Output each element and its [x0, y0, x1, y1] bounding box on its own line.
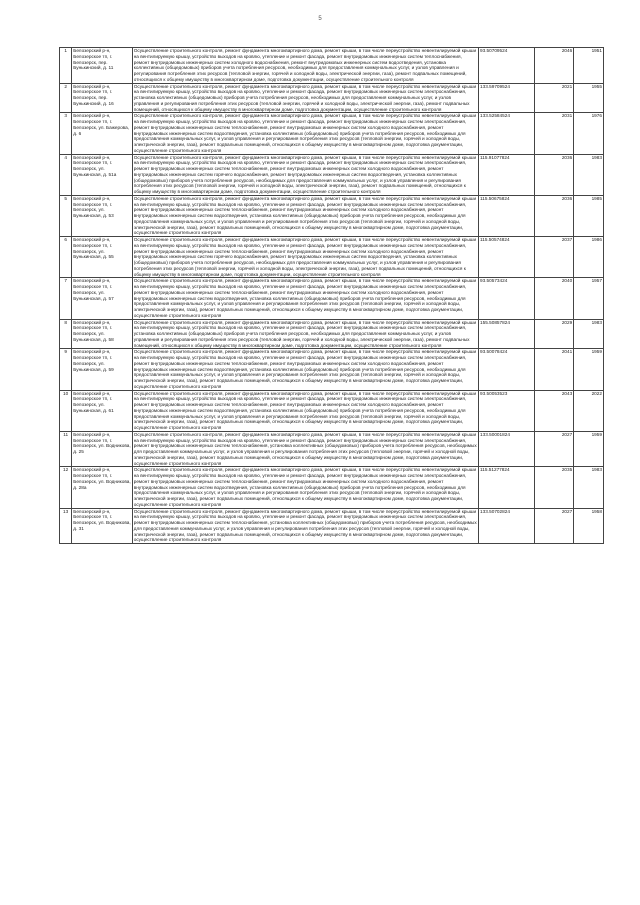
work-description-cell: Осуществление строительного контроля, ремонт фундамента многоквартирного дома, ремонт крыши, в том числе переустройство невентилируемой крыши на вентилируемую крышу, устройство выходов на кровлю, утепление и ремонт фасада, ремонт внутридомовых инженерных систем электроснабжения, ремонт внутридомовых инженерных систем теплоснабжения, ремонт внутридомовых инженерных систем холодного водоснабжения, ремонт внутридомовых инженерных систем водоотведения, установка коллективных (общедомовых) приборов учета потребления ресурсов, необходимых для предоставления коммунальных услуг, и узлов управления и регулирования потребления этих ресурсов (тепловой энергии, горячей и холодной воды, электрической энергии, газа), ремонт подвальных помещений, относящихся к общему имуществу в многоквартирном доме, подготовка документации, осуществление строительного контроля — [132, 195, 478, 236]
construction-year-cell: 1959 — [574, 349, 604, 390]
address-cell: Белозерский р-н, Белозерское тп, г. Белозерск, ул. Бунькинская, д. 55 — [72, 237, 132, 278]
row-number-cell: 10 — [60, 390, 72, 431]
work-description-cell: Осуществление строительного контроля, ремонт фундамента многоквартирного дома, ремонт крыши, в том числе переустройство невентилируемой крыши на вентилируемую крышу, устройство выходов на кровлю, утепление и ремонт фасада, ремонт внутридомовых инженерных систем электроснабжения, ремонт внутридомовых инженерных систем теплоснабжения, установка коллективных (общедомовых) приборов учета потребления ресурсов, необходимых для предоставления коммунальных услуг, и узлов управления и регулирования потребления этих ресурсов (тепловой энергии, горячей и холодной воды, электрической энергии, газа), ремонт подвальных помещений, относящихся к общему имуществу в многоквартирном доме, подготовка документации, осуществление строительного контроля — [133, 431, 477, 466]
cost-cell: 115.91077824 — [478, 154, 534, 195]
cost-cell: 133.50001824 — [478, 431, 534, 467]
repair-program-table — [59, 47, 604, 544]
table-row — [60, 319, 604, 349]
address-cell: Белозерский р-н, Белозерское тп, г. Белозерск, ул. Бунькинская, д. 58 — [72, 319, 132, 349]
row-number-cell: 1 — [60, 48, 72, 84]
planned-year-cell: 2027 — [535, 431, 574, 467]
planned-year-cell: 2043 — [535, 390, 574, 431]
address-cell: Белозерский р-н, Белозерское тп, г. Белозерск, ул. Водникова, д. 25 — [72, 431, 132, 467]
address-cell: Белозерский р-н, Белозерское тп, г. Белозерск, ул. Бунькинская, д. 61 — [72, 390, 132, 431]
row-number-cell: 7 — [60, 278, 72, 319]
work-description-cell: Осуществление строительного контроля, ремонт фундамента многоквартирного дома, ремонт крыши, в том числе переустройство невентилируемой крыши на вентилируемую крышу, устройство выходов на кровлю, утепление и ремонт фасада, ремонт внутридомовых инженерных систем теплоснабжения, ремонт внутридомовых инженерных систем холодного водоснабжения, ремонт внутридомовых инженерных систем водоотведения, установка коллективных (общедомовых) приборов учета потребления ресурсов, необходимых для предоставления коммунальных услуг, и узлов управления и регулирования потребления этих ресурсов (тепловой энергии, горячей и холодной воды, электрической энергии, газа), ремонт подвальных помещений, относящихся к общему имуществу в многоквартирном доме, подготовка документации, осуществление строительного контроля — [132, 48, 478, 84]
planned-year-cell: 2027 — [535, 508, 574, 544]
cost-cell: 133.52584524 — [478, 113, 534, 154]
row-number-cell: 6 — [60, 237, 72, 278]
cost-cell: 115.50574824 — [478, 237, 534, 278]
planned-year-cell: 2031 — [535, 113, 574, 154]
row-number-cell: 12 — [60, 467, 72, 508]
row-number-cell: 13 — [60, 508, 72, 544]
work-description-cell: Осуществление строительного контроля, ремонт фундамента многоквартирного дома, ремонт крыши, в том числе переустройство невентилируемой крыши на вентилируемую крышу, устройство выходов на кровлю, утепление и ремонт фасада, ремонт внутридомовых инженерных систем электроснабжения, установка коллективных (общедомовых) приборов учета потребления ресурсов, необходимых для предоставления коммунальных услуг, и узлов управления и регулирования потребления этих ресурсов (тепловой энергии, горячей и холодной воды, электрической энергии, газа), ремонт подвальных помещений, относящихся к общему имуществу в многоквартирном доме, подготовка документации, осуществление строительного контроля — [132, 319, 478, 349]
address-cell: Белозерский р-н, Белозерское тп, г. Белозерск, пер. Бунькинский, д. 11 — [72, 48, 132, 84]
work-description-cell: Осуществление строительного контроля, ремонт фундамента многоквартирного дома, ремонт крыши, в том числе переустройство невентилируемой крыши на вентилируемую крышу, устройство выходов на кровлю, утепление и ремонт фасада, ремонт внутридомовых инженерных систем электроснабжения, ремонт внутридомовых инженерных систем теплоснабжения, ремонт внутридомовых инженерных систем холодного водоснабжения, ремонт внутридомовых инженерных систем горячего водоснабжения, ремонт внутридомовых инженерных систем водоотведения, установка коллективных (общедомовых) приборов учета потребления ресурсов, необходимых для предоставления коммунальных услуг, и узлов управления и регулирования потребления этих ресурсов (тепловой энергии, горячей и холодной воды, электрической энергии, газа), ремонт подвальных помещений, относящихся к общему имуществу в многоквартирном доме, подготовка документации, осуществление строительного контроля — [132, 154, 478, 195]
row-number-cell: 3 — [60, 113, 72, 154]
address-cell: Белозерский р-н, Белозерское тп, г. Белозерск, ул. Водникова, д. 31 — [72, 508, 132, 544]
address-cell: Белозерский р-н, Белозерское тп, г. Белозерск, ул. Бажерова, д. 6 — [72, 113, 132, 154]
table-row — [60, 390, 604, 431]
planned-year-cell: 2021 — [535, 83, 574, 113]
work-description-cell: Осуществление строительного контроля, ремонт фундамента многоквартирного дома, ремонт крыши, в том числе переустройство невентилируемой крыши на вентилируемую крышу, устройство выходов на кровлю, утепление и ремонт фасада, ремонт внутридомовых инженерных систем электроснабжения, установка коллективных (общедомовых) приборов учета потребления ресурсов, необходимых для предоставления коммунальных услуг, и узлов управления и регулирования потребления этих ресурсов (тепловой энергии, горячей и холодной воды, электрической энергии, газа), ремонт подвальных помещений, относящихся к общему имуществу в многоквартирном доме, подготовка документации, осуществление строительного контроля — [132, 83, 478, 113]
planned-year-cell: 2037 — [535, 237, 574, 278]
planned-year-cell: 2036 — [535, 195, 574, 236]
construction-year-cell: 1958 — [574, 508, 604, 544]
construction-year-cell: 1985 — [574, 195, 604, 236]
cost-cell: 115.51277824 — [478, 467, 534, 508]
page-number: 5 — [318, 16, 322, 22]
work-description-cell: Осуществление строительного контроля, ремонт фундамента многоквартирного дома, ремонт крыши, в том числе переустройство невентилируемой крыши на вентилируемую крышу, устройство выходов на кровлю, утепление и ремонт фасада, ремонт внутридомовых инженерных систем электроснабжения, ремонт внутридомовых инженерных систем теплоснабжения, ремонт внутридомовых инженерных систем холодного водоснабжения, ремонт внутридомовых инженерных систем водоотведения, установка коллективных (общедомовых) приборов учета потребления ресурсов, необходимых для предоставления коммунальных услуг, и узлов управления и регулирования потребления этих ресурсов (тепловой энергии, горячей и холодной воды, электрической энергии, газа), ремонт подвальных помещений, относящихся к общему имуществу в многоквартирном доме, подготовка документации, осуществление строительного контроля — [132, 113, 478, 154]
planned-year-cell: 2040 — [535, 278, 574, 319]
construction-year-cell: 1983 — [574, 319, 604, 349]
address-cell: Белозерский р-н, Белозерское тп, г. Белозерск, ул. Водникова, д. 28а — [72, 467, 132, 508]
row-number-cell: 2 — [60, 83, 72, 113]
cost-cell: 93.50053523 — [478, 390, 534, 431]
construction-year-cell: 1976 — [574, 113, 604, 154]
address-cell: Белозерский р-н, Белозерское тп, г. Белозерск, ул. Бунькинская, д. 51а — [72, 154, 132, 195]
table-row — [60, 467, 604, 508]
construction-year-cell: 1957 — [574, 278, 604, 319]
table-row — [60, 154, 604, 195]
cost-cell: 133.59709524 — [478, 83, 534, 113]
construction-year-cell: 1959 — [574, 431, 604, 467]
cost-cell: 93.50573424 — [478, 278, 534, 319]
construction-year-cell: 1983 — [574, 467, 604, 508]
planned-year-cell: 2046 — [535, 48, 574, 84]
table-row — [60, 237, 604, 278]
construction-year-cell: 1955 — [574, 83, 604, 113]
table-row — [60, 431, 604, 467]
row-number-cell: 8 — [60, 319, 72, 349]
address-cell: Белозерский р-н, Белозерское тп, г. Белозерск, ул. Бунькинская, д. 57 — [72, 278, 132, 319]
address-cell: Белозерский р-н, Белозерское тп, г. Белозерск, ул. Бунькинская, д. 53 — [72, 195, 132, 236]
planned-year-cell: 2029 — [535, 319, 574, 349]
table-row — [60, 508, 604, 544]
row-number-cell: 11 — [60, 431, 72, 467]
work-description-cell: Осуществление строительного контроля, ремонт фундамента многоквартирного дома, ремонт крыши, в том числе переустройство невентилируемой крыши на вентилируемую крышу, устройство выходов на кровлю, утепление и ремонт фасада, ремонт внутридомовых инженерных систем электроснабжения, ремонт внутридомовых инженерных систем теплоснабжения, ремонт внутридомовых инженерных систем холодного водоснабжения, ремонт внутридомовых инженерных систем водоотведения, установка коллективных (общедомовых) приборов учета потребления ресурсов, необходимых для предоставления коммунальных услуг, и узлов управления и регулирования потребления этих ресурсов (тепловой энергии, горячей и холодной воды, электрической энергии, газа), ремонт подвальных помещений, относящихся к общему имуществу в многоквартирном доме, подготовка документации, осуществление строительного контроля — [132, 278, 478, 319]
construction-year-cell: 1986 — [574, 237, 604, 278]
construction-year-cell: 1951 — [574, 48, 604, 84]
table-row — [60, 113, 604, 154]
address-cell: Белозерский р-н, Белозерское тп, г. Белозерск, пер. Бунькинский, д. 16 — [72, 83, 132, 113]
cost-cell: 155.50857824 — [478, 319, 534, 349]
table-body — [60, 48, 604, 544]
planned-year-cell: 2035 — [535, 467, 574, 508]
table-row — [60, 48, 604, 84]
row-number-cell: 9 — [60, 349, 72, 390]
row-number-cell: 4 — [60, 154, 72, 195]
table-row — [60, 195, 604, 236]
construction-year-cell: 2022 — [574, 390, 604, 431]
address-cell: Белозерский р-н, Белозерское тп, г. Белозерск, ул. Бунькинская, д. 59 — [72, 349, 132, 390]
work-description-cell: Осуществление строительного контроля, ремонт фундамента многоквартирного дома, ремонт крыши, в том числе переустройство невентилируемой крыши на вентилируемую крышу, устройство выходов на кровлю, утепление и ремонт фасада, ремонт внутридомовых инженерных систем электроснабжения, ремонт внутридомовых инженерных систем теплоснабжения, ремонт внутридомовых инженерных систем холодного водоснабжения, ремонт внутридомовых инженерных систем водоотведения, установка коллективных (общедомовых) приборов учета потребления ресурсов, необходимых для предоставления коммунальных услуг, и узлов управления и регулирования потребления этих ресурсов (тепловой энергии, горячей и холодной воды, электрической энергии, газа), ремонт подвальных помещений, относящихся к общему имуществу в многоквартирном доме, подготовка документации, осуществление строительного контроля — [132, 467, 478, 508]
cost-cell: 93.50078424 — [478, 349, 534, 390]
work-description-cell: Осуществление строительного контроля, ремонт фундамента многоквартирного дома, ремонт крыши, в том числе переустройство невентилируемой крыши на вентилируемую крышу, устройство выходов на кровлю, утепление и ремонт фасада, ремонт внутридомовых инженерных систем электроснабжения, ремонт внутридомовых инженерных систем теплоснабжения, ремонт внутридомовых инженерных систем холодного водоснабжения, ремонт внутридомовых инженерных систем горячего водоснабжения, ремонт внутридомовых инженерных систем водоотведения, установка коллективных (общедомовых) приборов учета потребления ресурсов, необходимых для предоставления коммунальных услуг, и узлов управления и регулирования потребления этих ресурсов (тепловой энергии, горячей и холодной воды, электрической энергии, газа), ремонт подвальных помещений, относящихся к общему имуществу в многоквартирном доме, подготовка документации, осуществление строительного контроля — [132, 237, 478, 278]
cost-cell: 133.50702824 — [478, 508, 534, 544]
cost-cell: 93.50709524 — [478, 48, 534, 84]
work-description-cell: Осуществление строительного контроля, ремонт фундамента многоквартирного дома, ремонт крыши, в том числе переустройство невентилируемой крыши на вентилируемую крышу, устройство выходов на кровлю, утепление и ремонт фасада, ремонт внутридомовых инженерных систем электроснабжения, ремонт внутридомовых инженерных систем теплоснабжения, ремонт внутридомовых инженерных систем холодного водоснабжения, ремонт внутридомовых инженерных систем водоотведения, установка коллективных (общедомовых) приборов учета потребления ресурсов, необходимых для предоставления коммунальных услуг, и узлов управления и регулирования потребления этих ресурсов (тепловой энергии, горячей и холодной воды, электрической энергии, газа), ремонт подвальных помещений, относящихся к общему имуществу в многоквартирном доме, подготовка документации, осуществление строительного контроля — [132, 390, 478, 431]
construction-year-cell: 1983 — [574, 154, 604, 195]
table-row — [60, 83, 604, 113]
planned-year-cell: 2036 — [535, 154, 574, 195]
row-number-cell: 5 — [60, 195, 72, 236]
table-row — [60, 278, 604, 319]
planned-year-cell: 2041 — [535, 349, 574, 390]
cost-cell: 115.50675824 — [478, 195, 534, 236]
table-row — [60, 349, 604, 390]
work-description-cell: Осуществление строительного контроля, ремонт фундамента многоквартирного дома, ремонт крыши, в том числе переустройство невентилируемой крыши на вентилируемую крышу, устройство выходов на кровлю, утепление и ремонт фасада, ремонт внутридомовых инженерных систем электроснабжения, ремонт внутридомовых инженерных систем теплоснабжения, установка коллективных (общедомовых) приборов учета потребления ресурсов, необходимых для предоставления коммунальных услуг, и узлов управления и регулирования потребления этих ресурсов (тепловой энергии, горячей и холодной воды, электрической энергии, газа), ремонт подвальных помещений, относящихся к общему имуществу в многоквартирном доме, подготовка документации, осуществление строительного контроля — [133, 508, 477, 543]
work-description-cell: Осуществление строительного контроля, ремонт фундамента многоквартирного дома, ремонт крыши, в том числе переустройство невентилируемой крыши на вентилируемую крышу, устройство выходов на кровлю, утепление и ремонт фасада, ремонт внутридомовых инженерных систем электроснабжения, ремонт внутридомовых инженерных систем теплоснабжения, ремонт внутридомовых инженерных систем холодного водоснабжения, ремонт внутридомовых инженерных систем водоотведения, установка коллективных (общедомовых) приборов учета потребления ресурсов, необходимых для предоставления коммунальных услуг, и узлов управления и регулирования потребления этих ресурсов (тепловой энергии, горячей и холодной воды, электрической энергии, газа), ремонт подвальных помещений, относящихся к общему имуществу в многоквартирном доме, подготовка документации, осуществление строительного контроля — [132, 349, 478, 390]
